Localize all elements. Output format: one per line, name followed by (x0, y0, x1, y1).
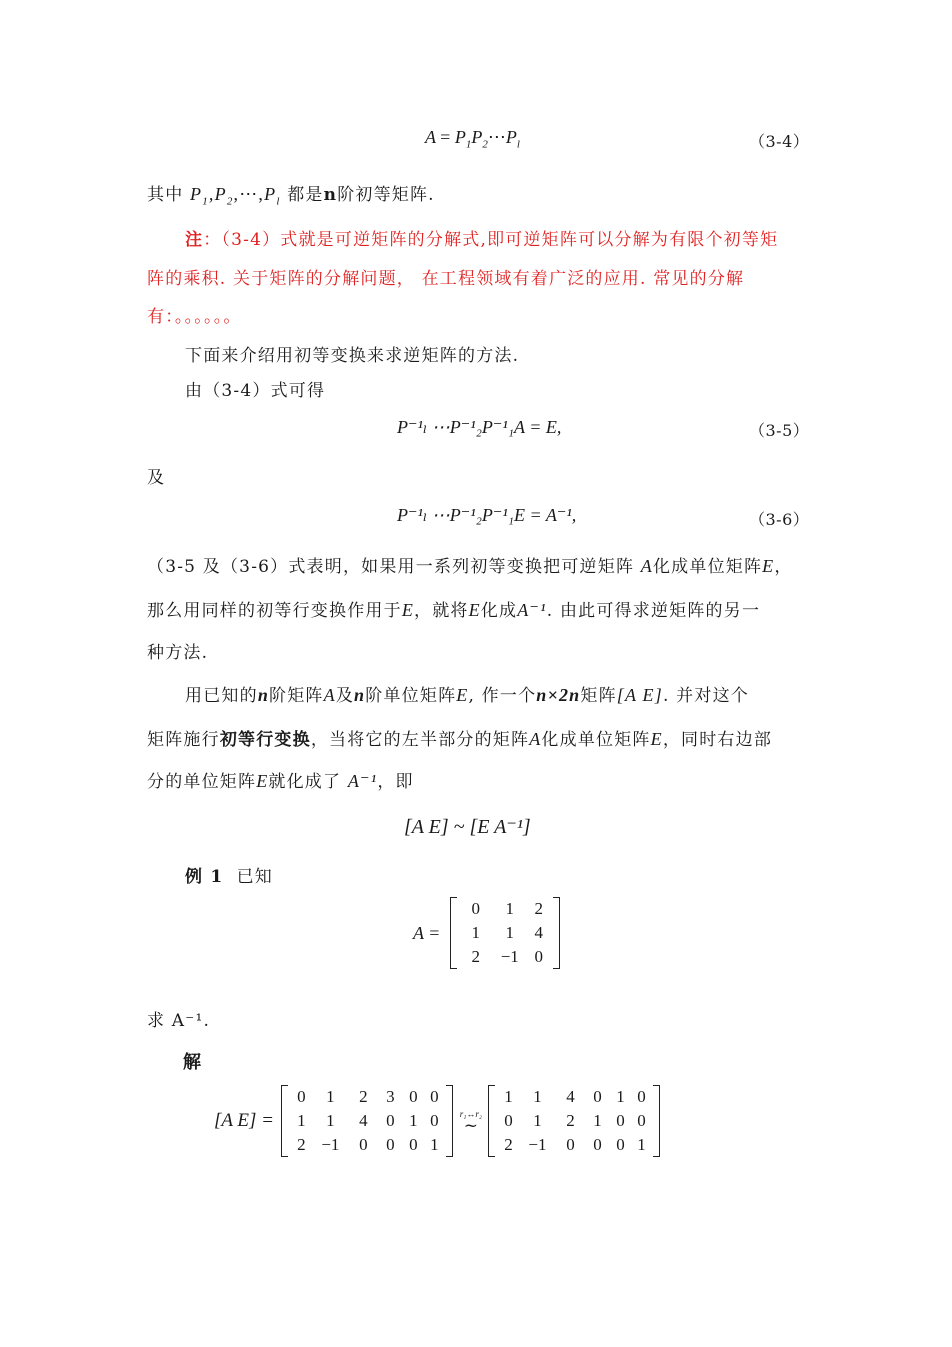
note-line-1: 注：（3-4）式就是可逆矩阵的分解式,即可逆矩阵可以分解为有限个初等矩 (185, 230, 779, 250)
augmented-matrix-2-entry: 0 (566, 1135, 575, 1154)
augmented-matrix-1 (281, 1085, 453, 1157)
equation-number-3-6: （3-6） (749, 510, 810, 529)
augmented-matrix-2-entry: 0 (637, 1087, 646, 1106)
augmented-matrix-1-entry: 2 (359, 1087, 368, 1106)
augmented-matrix-1-entry: 1 (409, 1111, 418, 1130)
paragraph-2-line-3: 分的单位矩阵E就化成了 A⁻¹，即 (147, 771, 414, 792)
augmented-matrix-2-entry: 0 (616, 1111, 625, 1130)
augmented-transform: [A E] ~ [E A⁻¹] (404, 816, 531, 838)
augmented-matrix-1-entry: 1 (326, 1111, 335, 1130)
augmented-matrix-2-entries (495, 1085, 653, 1157)
paragraph-1-line-2: 那么用同样的初等行变换作用于E，就将E化成A⁻¹. 由此可得求逆矩阵的另一 (147, 600, 761, 621)
augmented-matrix-2-entry: 1 (533, 1111, 542, 1130)
matrix-a-entry: 1 (471, 923, 480, 942)
find-inverse: 求 A⁻¹. (147, 1011, 211, 1031)
augmented-matrix-2-entry: 1 (533, 1087, 542, 1106)
equation-3-6: P⁻¹ₗ ⋯P⁻¹₂P⁻¹₁E = A⁻¹, (397, 505, 577, 525)
intro-line-1: 下面来介绍用初等变换来求逆矩阵的方法. (185, 346, 520, 366)
row-operation: r₁↔r₂ ~ (459, 1109, 483, 1136)
augmented-matrix-2-entry: 0 (593, 1135, 602, 1154)
paragraph-2-line-1: 用已知的n阶矩阵A及n阶单位矩阵E, 作一个n×2n矩阵[A E]. 并对这个 (185, 685, 749, 706)
augmented-matrix-2-entry: 1 (504, 1087, 513, 1106)
augmented-matrix-2 (488, 1085, 660, 1157)
augmented-matrix-1-entry: 0 (430, 1111, 439, 1130)
equation-number-3-4: （3-4） (749, 132, 810, 151)
matrix-a-entry: 1 (505, 923, 514, 942)
augmented-matrix-1-entry: 1 (297, 1111, 306, 1130)
paragraph-1-line-3: 种方法. (147, 643, 209, 663)
augmented-matrix-1-entry: 0 (386, 1135, 395, 1154)
augmented-matrix-2-entry: 1 (593, 1111, 602, 1130)
equation-3-5: P⁻¹ₗ ⋯P⁻¹₂P⁻¹₁A = E, (397, 417, 562, 437)
matrix-a-entry: 4 (534, 923, 543, 942)
augmented-matrix-2-entry: 4 (566, 1087, 575, 1106)
augmented-matrix-1-entry: 3 (386, 1087, 395, 1106)
matrix-a-entry: 2 (471, 947, 480, 966)
equation-number-3-5: （3-5） (749, 421, 810, 440)
augmented-matrix-1-entry: 0 (430, 1087, 439, 1106)
matrix-a-entries (457, 897, 553, 969)
matrix-a-entry: 0 (534, 947, 543, 966)
augmented-matrix-2-entry: 1 (637, 1135, 646, 1154)
equation-3-4: $A = P_1P_2\cdots P_l$ (425, 127, 520, 151)
augmented-matrix-1-entry: 2 (297, 1135, 306, 1154)
augmented-matrix-1-entry: 4 (359, 1111, 368, 1130)
matrix-a-block: A = 0 1 2 1 1 4 2 −1 0 (413, 897, 560, 969)
matrix-a-entry: 2 (534, 899, 543, 918)
augmented-matrix-1-entry: 1 (430, 1135, 439, 1154)
augmented-matrix-1-entry: −1 (321, 1135, 340, 1154)
augmented-solution: [A E] = 0 1 2 3 0 0 1 1 4 0 1 0 2 −1 0 0 0 1 r₁↔r₂ ~ 1 1 4 0 1 0 0 1 2 1 0 0 2 −1 0 0 0 1 (214, 1085, 660, 1157)
solution-label: 解 (183, 1052, 201, 1073)
augmented-matrix-1-entry: 0 (386, 1111, 395, 1130)
augmented-matrix-1-entry: 0 (297, 1087, 306, 1106)
augmented-matrix-1-entry: 0 (359, 1135, 368, 1154)
augmented-matrix-2-entry: 2 (504, 1135, 513, 1154)
augmented-matrix-1-entry: 1 (326, 1087, 335, 1106)
augmented-matrix-2-entry: 0 (504, 1111, 513, 1130)
matrix-a-entry: 0 (471, 899, 480, 918)
example-1: 例 1 已知 (185, 867, 273, 887)
augmented-matrix-1-entries (288, 1085, 446, 1157)
paragraph-1-line-1: （3-5 及（3-6）式表明，如果用一系列初等变换把可逆矩阵 A化成单位矩阵E， (147, 556, 793, 577)
paragraph-2-line-2: 矩阵施行初等行变换，当将它的左半部分的矩阵A化成单位矩阵E，同时右边部 (147, 729, 773, 750)
matrix-a-entry: −1 (500, 947, 519, 966)
augmented-matrix-1-entry: 0 (409, 1135, 418, 1154)
text-line-elementary: 其中 $P_1,P_2,\cdots,P_l$ 都是n阶初等矩阵. (147, 184, 435, 208)
augmented-matrix-1-entry: 0 (409, 1087, 418, 1106)
matrix-a (450, 897, 560, 969)
note-line-2: 阵的乘积. 关于矩阵的分解问题， 在工程领域有着广泛的应用. 常见的分解 (147, 269, 745, 289)
augmented-matrix-2-entry: 1 (616, 1087, 625, 1106)
note-line-3: 有：。。。。。。 (147, 307, 242, 327)
matrix-a-entry: 1 (505, 899, 514, 918)
augmented-matrix-2-entry: 0 (637, 1111, 646, 1130)
augmented-matrix-2-entry: 2 (566, 1111, 575, 1130)
augmented-matrix-2-entry: 0 (593, 1087, 602, 1106)
and-word: 及 (147, 468, 166, 488)
augmented-matrix-2-entry: −1 (528, 1135, 547, 1154)
augmented-matrix-2-entry: 0 (616, 1135, 625, 1154)
intro-line-2: 由（3-4）式可得 (185, 381, 326, 401)
